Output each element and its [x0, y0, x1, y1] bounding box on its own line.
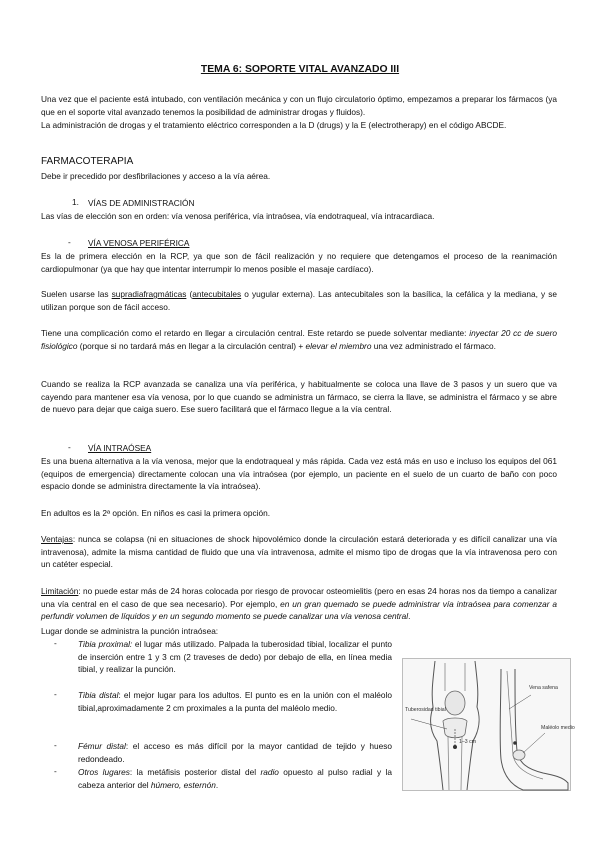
list-item [78, 766, 392, 791]
text-run: una vez administrado el fármaco. [371, 340, 496, 351]
list-item [78, 638, 392, 676]
list-bullet: - [54, 638, 57, 648]
lugar-heading: Lugar donde se administra la punción intraósea: [41, 626, 219, 636]
page-title: TEMA 6: SOPORTE VITAL AVANZADO III [200, 64, 400, 75]
malleolus-shape [513, 750, 525, 760]
site-label: Tibia proximal: [78, 639, 133, 649]
list-heading-vias: VÍAS DE ADMINISTRACIÓN [88, 198, 195, 208]
italic-term: elevar el miembro [305, 340, 372, 351]
italic-term: inyectar 20 cc de suero fisiológico [41, 328, 557, 351]
callout-line [523, 733, 545, 753]
tibia-plateau [443, 718, 467, 738]
dash-bullet: - [68, 237, 71, 247]
leg-outline [431, 661, 443, 790]
italic-term: radio [260, 767, 279, 777]
list-bullet: - [54, 740, 57, 750]
intraosea-paragraph-2: En adultos es la 2ª opción. En niños es casi la primera opción. [41, 508, 271, 518]
text-run: ( [186, 289, 193, 299]
venosa-paragraph-4: Cuando se realiza la RCP avanzada se canaliza una vía periférica, y habitualmente se coloca una llave de 3 pasos y un suero que va cayendo para mantener esa vía venosa, por lo que cuando se administra un fármaco, se cierra la llave, se administra el fármaco y se abre de nuevo para dejar que caiga suero. Ese suero facilitará que el fármaco llegue a la vía central. [41, 379, 557, 415]
text-run: o yugular externa). Las antecubitales son la basílica, la cefálica y la mediana, y se utilizan porque son de fácil acceso. [41, 289, 557, 312]
section-heading-farmacoterapia: FARMACOTERAPIA [41, 156, 134, 167]
site-label: Fémur distal [78, 741, 126, 751]
dash-bullet: - [68, 442, 71, 452]
subheading-via-intraosea: VÍA INTRAÓSEA [88, 443, 152, 453]
limitacion-label: Limitación [41, 586, 79, 596]
intro-paragraph-2: La administración de drogas y el tratamiento eléctrico corresponden a la D (drugs) y la E (electrotherapy) en el código ABCDE. [41, 120, 507, 130]
subheading-via-venosa: VÍA VENOSA PERIFÉRICA [88, 238, 190, 248]
insertion-point [513, 741, 517, 745]
anatomy-illustration [403, 659, 575, 790]
limitacion-paragraph [41, 585, 557, 623]
text-run: . [215, 779, 219, 790]
italic-term: en un gran quemado se puede administrar vía intraósea para comenzar a perfundir volumen de líquidos y en un segundo momento se puede canalizar una vía venosa central [41, 598, 557, 622]
text-run: (porque si no tardará más en llegar a la circulación central) + [77, 340, 306, 351]
femur-shape [445, 663, 465, 691]
label-distance: 1–3 cm [459, 739, 477, 745]
text-run: : no puede estar más de 24 horas colocada por riesgo de provocar osteomielitis (pero en esas 24 horas nos da tiempo a canalizar una vía central en el caso de que sea necesario). Por ejemplo, [41, 586, 557, 609]
callout-line [411, 719, 447, 729]
text-run: : la metáfisis posterior distal del [129, 767, 261, 777]
intraosseous-sites-figure [402, 658, 575, 791]
text-run: . [408, 611, 411, 622]
underlined-term: antecubitales [192, 289, 242, 299]
list-item [78, 740, 392, 765]
text-run: : el acceso es más difícil por la mayor cantidad de tejido y hueso redondeado. [78, 741, 392, 764]
ventajas-paragraph [41, 533, 557, 571]
site-label: Otros lugares [78, 767, 130, 777]
list-item [78, 689, 392, 714]
callout-line [509, 695, 531, 709]
text-run: Tiene una complicación como el retardo en llegar a circulación central. Este retardo se puede solventar mediante: [41, 328, 470, 338]
venosa-paragraph-1: Es la de primera elección en la RCP, ya que son de fácil realización y no requiere que detengamos el proceso de la reanimación cardiopulmonar (ya que hay que intentar interrumpir lo menos posible el masaje cardíaco). [41, 251, 557, 274]
text-run: : nunca se colapsa (ni en situaciones de shock hipovolémico donde la circulación estará deteriorada y es difícil canalizar una vía intravenosa), admite la misma cantidad de fluido que una vía intravenosa, admite el mismo tipo de drogas que la vía intravenosa pero con un catéter especial. [41, 534, 557, 570]
italic-term: húmero, esternón [150, 779, 216, 790]
venosa-paragraph-2 [41, 288, 557, 313]
intro-paragraph-1: Una vez que el paciente está intubado, con ventilación mecánica y con un flujo circulatorio óptimo, empezamos a preparar los fármacos (ya que en el soporte vital avanzado tenemos la posibilidad de administrar drogas y fluidos). [41, 94, 557, 117]
intraosea-paragraph-1: Es una buena alternativa a la vía venosa, mejor que la endotraqueal y más rápida. Cada vez está más en uso e incluso los equipos del 061 (equipos de emergencia) directamente colocan una vía intraósea (por ejemplo, un paciente en el suelo de un cuarto de baño con poco espacio donde se administra directamente la vía intraósea). [41, 456, 557, 492]
list-bullet: - [54, 766, 57, 776]
text-run: opuesto al pulso radial y la cabeza anterior del [78, 767, 392, 790]
label-vena: Vena safena [529, 685, 558, 691]
list-bullet: - [54, 689, 57, 699]
leg-outline [467, 661, 479, 790]
label-tuberosidad: Tuberosidad tibial [405, 707, 446, 713]
text-run: el lugar más utilizado. Palpada la tuberosidad tibial, localizar el punto de inserción entre 1 y 3 cm (2 traveses de dedo) por debajo de ella, en línea media tibial, y realizar la punción. [78, 639, 392, 675]
farmaco-paragraph: Debe ir precedido por desfibrilaciones y acceso a la vía aérea. [41, 171, 271, 181]
text-run: : el mejor lugar para los adultos. El punto es en la unión con el maléolo tibial,aproximadamente 2 cm proximales a la punta del maléolo medio. [78, 690, 392, 713]
patella-shape [445, 691, 465, 715]
underlined-term: supradiafragmáticas [111, 289, 187, 299]
ventajas-label: Ventajas [41, 534, 73, 544]
text-run: Suelen usarse las [41, 289, 112, 299]
site-label: Tibia distal [78, 690, 119, 700]
list-number: 1. [72, 197, 79, 207]
vias-paragraph: Las vías de elección son en orden: vía venosa periférica, vía intraósea, vía endotraqueal, vía intracardiaca. [41, 211, 435, 221]
label-maleolo: Maléolo medio [541, 725, 575, 731]
venosa-paragraph-3 [41, 327, 557, 352]
